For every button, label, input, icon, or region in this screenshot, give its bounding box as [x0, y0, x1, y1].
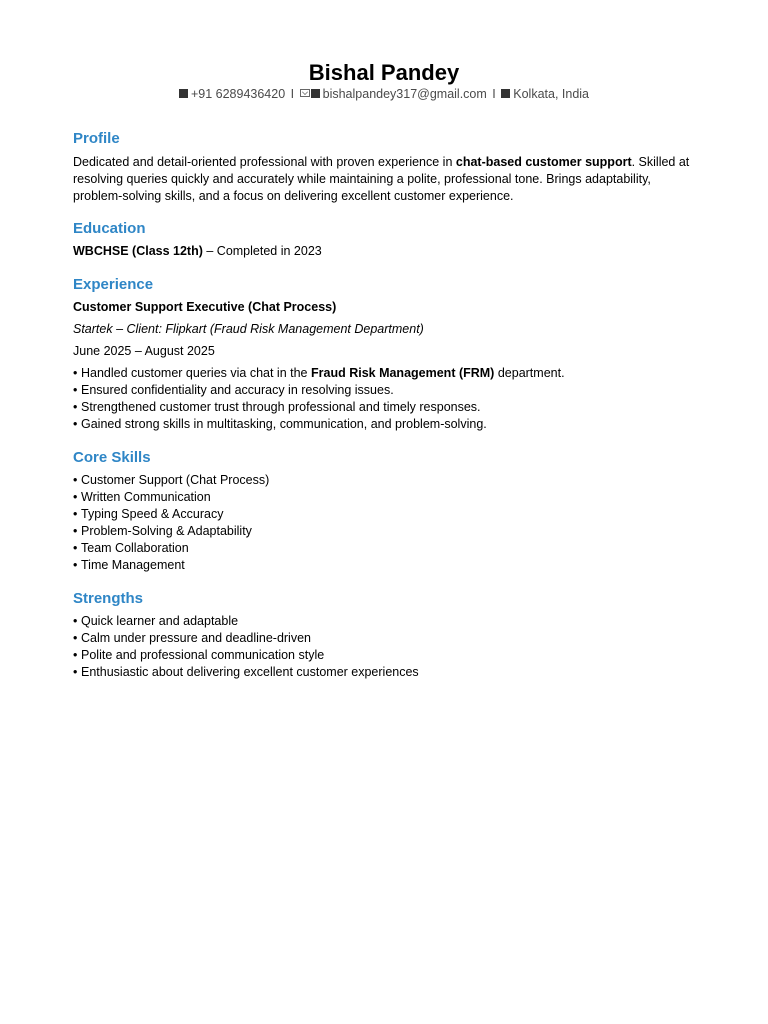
- list-item: • Customer Support (Chat Process): [73, 473, 270, 487]
- list-item: • Enthusiastic about delivering excellent customer experiences: [73, 665, 419, 679]
- profile-section: [73, 129, 703, 205]
- list-item: • Written Communication: [73, 490, 211, 504]
- list-item: • Calm under pressure and deadline-driven: [73, 631, 311, 645]
- contact-email[interactable]: bishalpandey317@gmail.com: [322, 87, 487, 101]
- contact-location: Kolkata, India: [513, 87, 590, 101]
- job-bullets: [73, 365, 703, 433]
- strengths-section: [73, 589, 703, 681]
- list-item: • Handled customer queries via chat in the Fraud Risk Management (FRM) department.: [73, 366, 565, 380]
- profile-text-2: . Skilled at resolving queries quickly and accurately while maintaining a polite, professional tone. Brings adaptability, problem-solving skills, and a focus on delivering excellent customer experience.: [73, 155, 690, 203]
- list-item: • Problem-Solving & Adaptability: [73, 524, 252, 538]
- job-title: Customer Support Executive (Chat Process): [73, 300, 337, 314]
- list-item: • Team Collaboration: [73, 541, 189, 555]
- job-company: Startek – Client: Flipkart (Fraud Risk Management Department): [73, 322, 424, 336]
- education-section: [73, 219, 703, 260]
- list-item: • Polite and professional communication style: [73, 648, 325, 662]
- list-item: • Gained strong skills in multitasking, communication, and problem-solving.: [73, 417, 487, 431]
- list-item: • Strengthened customer trust through professional and timely responses.: [73, 400, 481, 414]
- job-dates: June 2025 – August 2025: [73, 344, 215, 358]
- location-icon: [501, 89, 510, 98]
- education-detail: – Completed in 2023: [202, 244, 322, 258]
- profile-heading: Profile: [73, 130, 120, 147]
- list-item: • Time Management: [73, 558, 185, 572]
- education-entry: [73, 243, 703, 260]
- profile-text-1: Dedicated and detail-oriented professional with proven experience in: [73, 155, 456, 169]
- skills-list: [73, 472, 703, 574]
- candidate-name: Bishal Pandey: [308, 60, 460, 85]
- list-item: • Ensured confidentiality and accuracy in resolving issues.: [73, 383, 394, 397]
- skills-section: [73, 448, 703, 574]
- list-item: • Typing Speed & Accuracy: [73, 507, 224, 521]
- strengths-heading: Strengths: [73, 590, 144, 607]
- contact-line: [0, 86, 768, 102]
- phone-icon: [179, 89, 188, 98]
- skills-heading: Core Skills: [73, 449, 151, 466]
- experience-section: [73, 275, 703, 433]
- experience-heading: Experience: [73, 276, 154, 293]
- profile-text-bold: chat-based customer support: [455, 155, 632, 169]
- profile-summary: [73, 154, 703, 205]
- envelope-icon: [300, 89, 310, 97]
- list-item: • Quick learner and adaptable: [73, 614, 239, 628]
- contact-separator: I: [290, 87, 295, 101]
- contact-phone: +91 6289436420: [190, 87, 286, 101]
- strengths-list: [73, 613, 703, 681]
- education-heading: Education: [73, 220, 146, 237]
- email-icon: [311, 89, 320, 98]
- contact-separator: I: [492, 87, 496, 101]
- education-degree: WBCHSE (Class 12th): [73, 244, 203, 258]
